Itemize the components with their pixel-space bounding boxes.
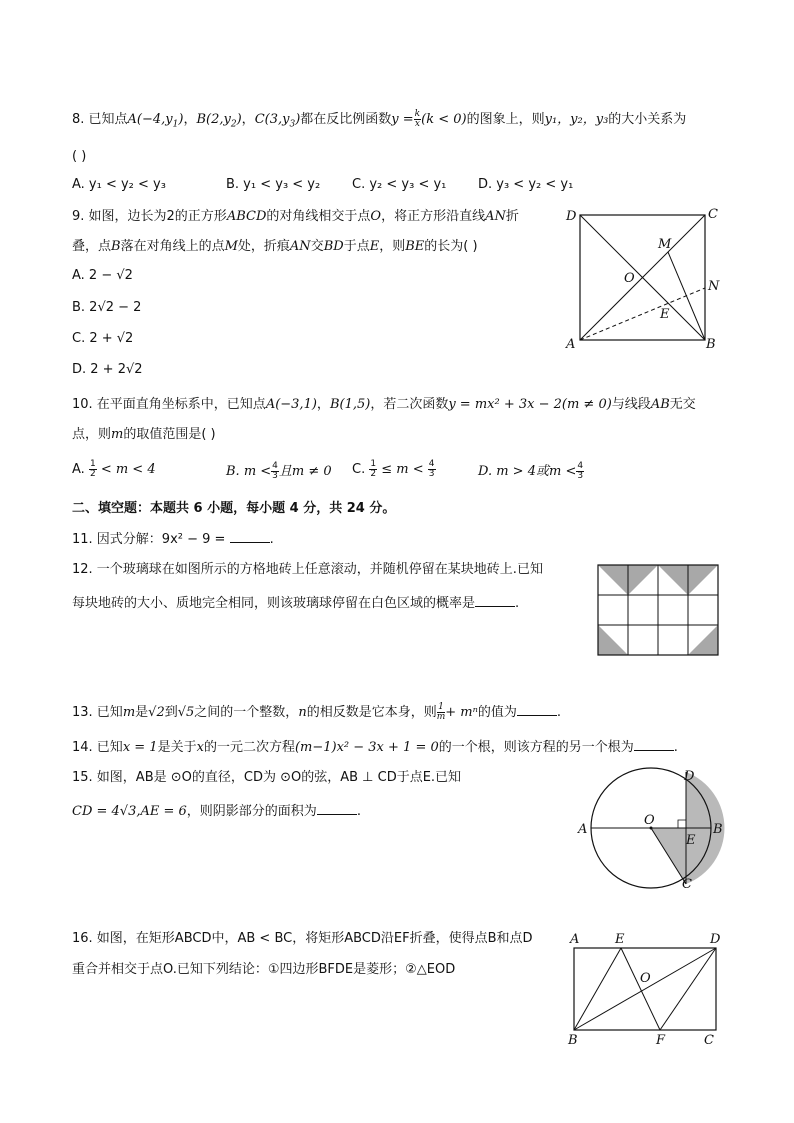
q9-stem-line2: 叠，点B落在对角线上的点M处，折痕AN交BD于点E，则BE的长为( ) [72,239,478,254]
q9-label-n: N [708,279,720,294]
q16-stem-line2: 重合并相交于点O.已知下列结论：①四边形BFDE是菱形；②△EOD [72,962,456,977]
q9-segment-mb [668,252,705,340]
q12-stem-line1: 12. 一个玻璃球在如图所示的方格地砖上任意滚动，并随机停留在某块地砖上.已知 [72,562,543,577]
q15-answer-blank[interactable] [317,802,357,815]
q9-option-b[interactable]: B. 2√2 − 2 [72,300,142,315]
q15-stem-line1: 15. 如图，AB是 ⊙O的直径，CD为 ⊙O的弦，AB ⊥ CD于点E.已知 [72,770,462,785]
q15-label-b: B [713,822,723,837]
q12-shaded-tile [598,625,628,655]
q12-shaded-tile [628,565,658,595]
q9-label-e: E [660,307,670,322]
q16-label-o: O [640,971,651,986]
q15-label-a: A [578,822,588,837]
q15-stem-line2: CD = 4√3,AE = 6，则阴影部分的面积为 . [72,804,361,819]
q9-option-a[interactable]: A. 2 − √2 [72,268,133,283]
q12-shaded-tile [658,565,688,595]
section-fill-in-title: 二、填空题：本题共 6 小题，每小题 4 分，共 24 分。 [72,501,396,516]
q8-answer-paren: ( ) [72,149,87,164]
q14-stem: 14. 已知x = 1是关于x的一元二次方程(m−1)x² − 3x + 1 = 0的一个根，则该方程的另一个根为 . [72,740,678,755]
q9-label-o: O [624,271,635,286]
q15-label-e: E [686,833,696,848]
q9-label-c: C [708,207,718,222]
q9-label-b: B [706,337,716,352]
q10-stem-line2: 点，则m的取值范围是( ) [72,427,216,442]
q9-option-d[interactable]: D. 2 + 2√2 [72,362,143,377]
q15-right-angle-mark [678,820,686,828]
q9-label-m: M [658,237,672,252]
q10-option-d[interactable]: D. m > 4或m < $\frac{4}{3}$ [478,461,584,481]
q11-stem: 11. 因式分解：9x² − 9 = . [72,532,274,547]
q16-segment-fd [660,948,716,1030]
q10-option-c[interactable]: C. $\frac{1}{2}$ ≤ m < $\frac{4}{3}$ [352,459,435,479]
q12-answer-blank[interactable] [475,594,515,607]
q12-stem-line2: 每块地砖的大小、质地完全相同，则该玻璃球停留在白色区域的概率是 . [72,596,520,611]
q13-stem: 13. 已知m是√2到√5之间的一个整数，n的相反数是它本身，则 $\frac{1}{m}$ + mⁿ的值为 . [72,702,562,722]
q10-option-a[interactable]: A. $\frac{1}{2}$ < m < 4 [72,459,156,479]
q15-label-d: D [684,769,695,784]
q16-figure-rectangle [564,930,730,1048]
q9-stem-line1: 9. 如图，边长为2的正方形ABCD的对角线相交于点O，将正方形沿直线AN折 [72,209,519,224]
q15-label-c: C [682,877,692,892]
q14-answer-blank[interactable] [634,738,674,751]
q9-figure-square [560,200,730,352]
q12-shaded-tile [598,565,628,595]
q15-figure-circle [574,764,730,892]
q10-stem-line1: 10. 在平面直角坐标系中，已知点A(−3,1)，B(1,5)，若二次函数y = mx² + 3x − 2(m ≠ 0)与线段AB无交 [72,397,696,412]
q13-answer-blank[interactable] [517,703,557,716]
q11-answer-blank[interactable] [230,530,270,543]
q15-label-o: O [644,813,655,828]
q8-option-d[interactable]: D. y₃ < y₂ < y₁ [478,177,574,192]
q8-option-c[interactable]: C. y₂ < y₃ < y₁ [352,177,447,192]
q16-fold-ef [621,948,660,1030]
q9-label-a: A [566,337,576,352]
q9-option-c[interactable]: C. 2 + √2 [72,331,134,346]
q16-label-e: E [615,932,625,947]
q12-shaded-tile [688,565,718,595]
q12-shaded-tile [688,625,718,655]
q16-label-b: B [568,1033,578,1048]
fraction-k-over-x: $\frac{k}{x}$ [414,109,421,129]
q16-label-a: A [570,932,580,947]
q16-diagonal-bd [574,948,716,1030]
q16-label-d: D [710,932,721,947]
q10-option-b[interactable]: B. m < $\frac{4}{3}$ 且m ≠ 0 [226,461,332,481]
q16-label-f: F [656,1033,666,1048]
q16-segment-be [574,948,621,1030]
q9-label-d: D [566,209,577,224]
q16-stem-line1: 16. 如图，在矩形ABCD中，AB < BC，将矩形ABCD沿EF折叠，使得点B和点D [72,931,533,946]
q16-label-c: C [704,1033,714,1048]
q12-figure-tile-grid [597,564,721,658]
q8-option-a[interactable]: A. y₁ < y₂ < y₃ [72,177,166,192]
q8-option-b[interactable]: B. y₁ < y₃ < y₂ [226,177,321,192]
q8-stem: 8. 已知点$A(-4,y_1)$，$B(2,y_2)$，$C(3,y_3)$都在反比例函数y = $\frac{k}{x}$ (k < 0)的图象上，则y₁，y₂，y₃的大小关系为 [72,109,687,130]
